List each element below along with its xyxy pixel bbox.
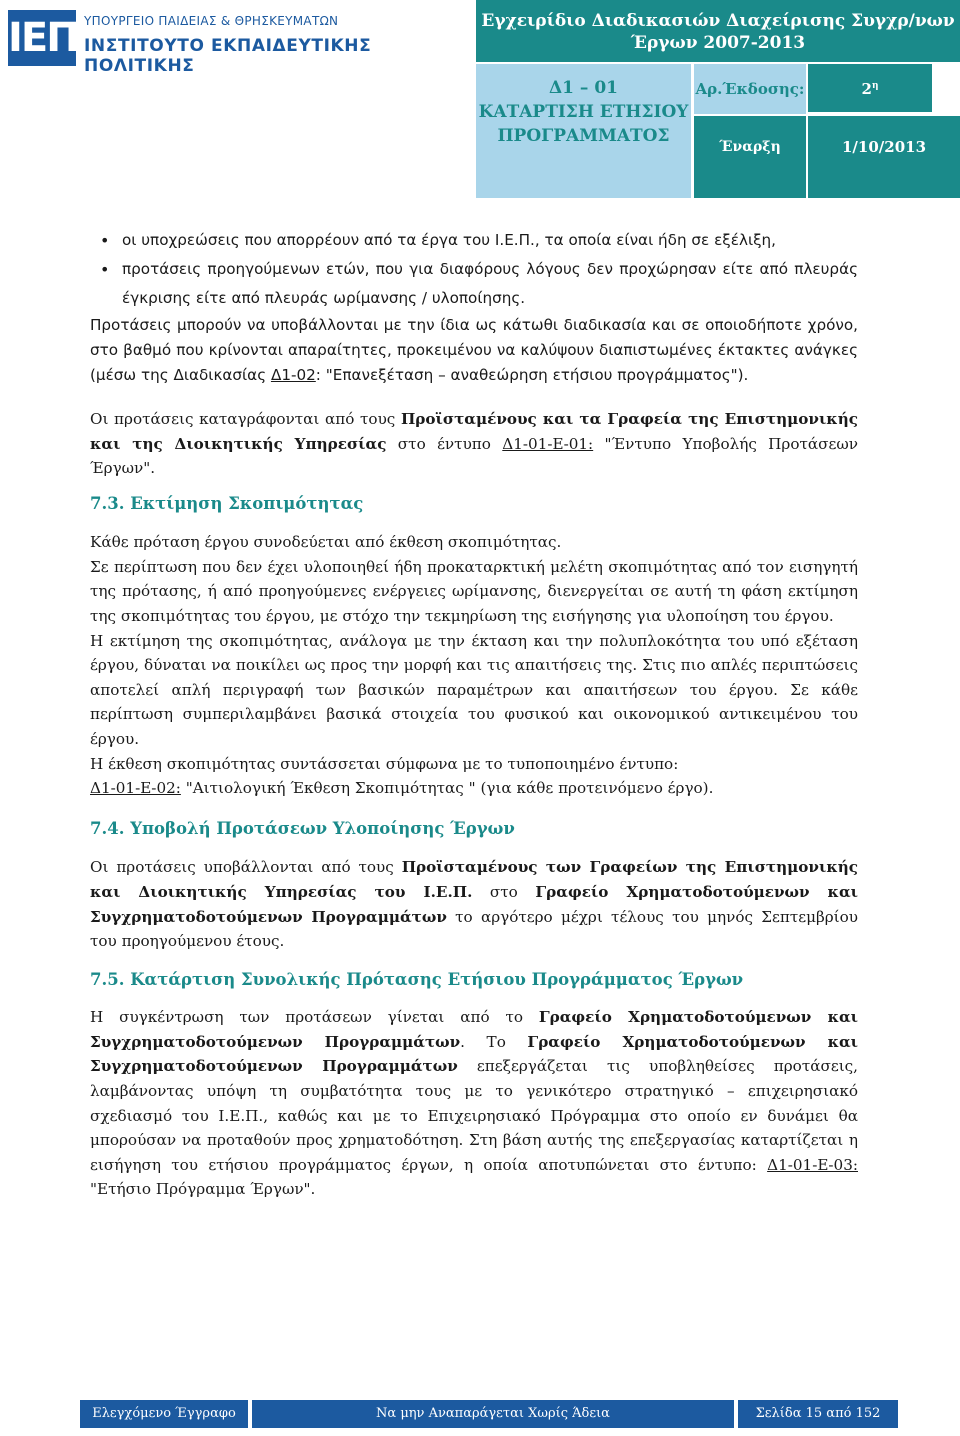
- text: "Έντυπο Υποβολής Προτάσεων Έργων".: [90, 434, 858, 478]
- section-heading-7-3: 7.3. Εκτίμηση Σκοπιμότητας: [90, 493, 364, 513]
- footer-no-copy-notice: Να μην Αναπαράγεται Χωρίς Άδεια: [252, 1400, 734, 1428]
- bullet-list: [90, 226, 858, 313]
- form-ref-link[interactable]: Δ1-01-Ε-03:: [767, 1155, 858, 1174]
- issue-number-value: [808, 64, 932, 112]
- section-heading-7-4: 7.4. Υποβολή Προτάσεων Υλοποίησης Έργων: [90, 818, 515, 838]
- paragraph: Η έκθεση σκοπιμότητας συντάσσεται σύμφωνα με το τυποποιημένο έντυπο:: [90, 754, 679, 773]
- procedure-name-line2: ΠΡΟΓΡΑΜΜΑΤΟΣ: [497, 126, 670, 146]
- paragraph: Κάθε πρόταση έργου συνοδεύεται από έκθεση σκοπιμότητας.: [90, 533, 562, 552]
- form-ref-link[interactable]: Δ1-01-Ε-02:: [90, 779, 181, 798]
- form-ref-link[interactable]: Δ1-01-Ε-01:: [502, 434, 594, 453]
- text: Οι προτάσεις καταγράφονται από τους: [90, 410, 401, 428]
- procedure-code-box: [476, 64, 691, 198]
- procedure-code: Δ1 – 01: [548, 78, 618, 98]
- list-item: • οι υποχρεώσεις που απορρέουν από τα έργα του Ι.Ε.Π., τα οποία είναι ήδη σε εξέλιξη,: [122, 226, 858, 255]
- iep-logo: ΙΕΠ: [8, 10, 76, 66]
- list-item: • προτάσεις προηγούμενων ετών, που για διαφόρους λόγους δεν προχώρησαν είτε από πλευράς έγκρισης είτε από πλευράς ωρίμανσης / υλοποίησης.: [122, 255, 858, 313]
- paragraph: [90, 855, 858, 953]
- text: Η συγκέντρωση των προτάσεων γίνεται από το: [90, 1008, 539, 1027]
- document-body: [90, 226, 858, 1202]
- bold-text: Γραφείο Χρηματοδοτούμενων και Συγχρηματοδοτούμενων Προγραμμάτων: [90, 1032, 858, 1076]
- bold-text: Γραφείο Χρηματοδοτούμενων και Συγχρηματοδοτούμενων Προγραμμάτων: [90, 882, 858, 926]
- paragraph: [90, 776, 858, 801]
- paragraph: Η εκτίμηση της σκοπιμότητας, ανάλογα με την έκταση και την πολυπλοκότητα του υπό εξέταση έργου, δύναται να ποικίλει ως προς την μορφή και τις απαιτήσεις της. Στις πιο απλές περιπτώσεις αποτελεί απλή περιγραφή των βασικών παραμέτρων και απαιτήσεων του έργου. Σε κάθε περίπτωση συμπεριλαμβάνει βασικά στοιχεία του φυσικού και οικονομικού αντικειμένου του έργου.: [90, 631, 858, 749]
- effective-date-value: 1/10/2013: [808, 116, 960, 198]
- text: : "Επανεξέταση – αναθεώρηση ετήσιου προγράμματος").: [315, 366, 749, 384]
- manual-title-line2: Έργων 2007-2013: [630, 33, 806, 53]
- text: Προτάσεις μπορούν να υποβάλλονται με την ίδια ως κάτωθι διαδικασία και σε οποιοδήποτε χρόνο, στο βαθμό που κρίνονται απαραίτητες, προκειμένου να καλύψουν διαπιστωμένες έκτακτες ανάγκες (μέσω της Διαδικασίας: [90, 316, 858, 384]
- bold-text: Προϊσταμένους των Γραφείων της Επιστημονικής και Διοικητικής Υπηρεσίας του Ι.Ε.Π.: [90, 858, 858, 901]
- footer-controlled-document: Ελεγχόμενο Έγγραφο: [80, 1400, 248, 1428]
- issue-number-suffix: η: [871, 81, 879, 91]
- manual-title-line1: Εγχειρίδιο Διαδικασιών Διαχείρισης Συγχρ/νων: [481, 11, 955, 31]
- procedure-name-line1: ΚΑΤΑΡΤΙΣΗ ΕΤΗΣΙΟΥ: [478, 102, 689, 122]
- ministry-name: ΥΠΟΥΡΓΕΙΟ ΠΑΙΔΕΙΑΣ & ΘΡΗΣΚΕΥΜΑΤΩΝ: [84, 14, 339, 28]
- procedure-ref-link[interactable]: Δ1-02: [270, 366, 316, 384]
- paragraph-extra-proposals: [90, 313, 858, 388]
- page-footer: [80, 1400, 898, 1428]
- section-heading-7-5: 7.5. Κατάρτιση Συνολικής Πρότασης Ετήσιου Προγράμματος Έργων: [90, 969, 744, 989]
- text: "Αιτιολογική Έκθεση Σκοπιμότητας " (για κάθε προτεινόμενο έργο).: [180, 779, 714, 798]
- bold-text: Γραφείο Χρηματοδοτούμενων και Συγχρηματοδοτούμενων Προγραμμάτων: [90, 1008, 858, 1051]
- header-logo-area: [0, 0, 470, 76]
- effective-date-label: Έναρξη Ισχύος: [694, 116, 806, 198]
- manual-title: [476, 0, 960, 62]
- bold-text: Προϊσταμένους και τα Γραφεία της Επιστημονικής και της Διοικητικής Υπηρεσίας: [90, 410, 858, 453]
- text: στο έντυπο: [386, 434, 503, 453]
- issue-number: 2: [861, 80, 872, 98]
- text: . Το: [460, 1032, 528, 1051]
- issue-number-label: Αρ.Έκδοσης:: [694, 64, 806, 114]
- text: Οι προτάσεις υποβάλλονται από τους: [90, 858, 402, 877]
- text: "Ετήσιο Πρόγραμμα Έργων".: [90, 1180, 316, 1199]
- text: επεξεργάζεται τις υποβληθείσες προτάσεις, λαμβάνοντας υπόψη τη συμβατότητα τους με το γενικότερο στρατηγικό – επιχειρησιακό σχεδιασμό του Ι.Ε.Π., καθώς και με το Επιχειρησιακό Πρόγραμμα στο οποίο εν δυνάμει θα μπορούσαν να προταθούν προς χρηματοδότηση. Στη βάση αυτής της επεξεργασίας καταρτίζεται η εισήγηση του ετήσιου προγράμματος έργων, η οποία αποτυπώνεται στο έντυπο:: [90, 1057, 858, 1174]
- paragraph-recording: [90, 407, 858, 481]
- text: στο: [472, 882, 536, 901]
- institute-name: ΙΝΣΤΙΤΟΥΤΟ ΕΚΠΑΙΔΕΥΤΙΚΗΣ ΠΟΛΙΤΙΚΗΣ: [84, 36, 372, 76]
- paragraph: Σε περίπτωση που δεν έχει υλοποιηθεί ήδη προκαταρκτική μελέτη σκοπιμότητας από τον εισηγητή της πρότασης, ή από προηγούμενες ενέργειες ωρίμανσης, διενεργείται σε αυτή τη φάση εκτίμηση της σκοπιμότητας του έργου, με στόχο την τεκμηρίωση της εισήγησης για υλοποίηση του έργου.: [90, 557, 858, 626]
- paragraph: [90, 1005, 858, 1202]
- footer-page-number: Σελίδα 15 από 152: [738, 1400, 898, 1428]
- text: το αργότερο μέχρι τέλους του μηνός Σεπτεμβρίου του προηγούμενου έτους.: [90, 907, 858, 951]
